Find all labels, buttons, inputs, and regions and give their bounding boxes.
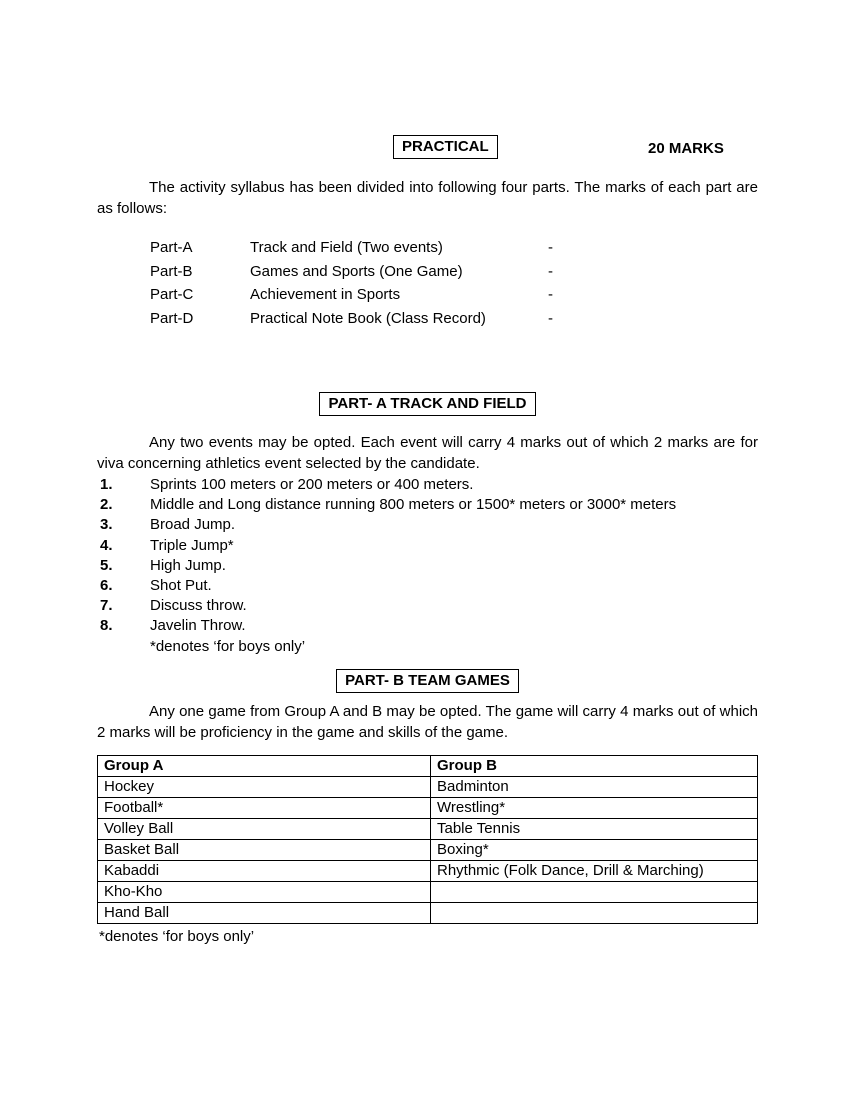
- event-item-4: [97, 536, 758, 556]
- table-row: [98, 818, 758, 839]
- boys-only-note-section-b: *denotes ‘for boys only’: [99, 927, 255, 945]
- event-number: 4.: [100, 536, 113, 554]
- table-row: [98, 902, 758, 923]
- table-cell: Badminton: [431, 776, 758, 797]
- part-row-c: [97, 283, 758, 307]
- section-b-heading: PART- B TEAM GAMES: [336, 669, 519, 693]
- intro-paragraph: The activity syllabus has been divided into following four parts. The marks of each part are as follows:: [97, 179, 758, 217]
- event-item-1: [97, 475, 758, 495]
- part-row-a: [97, 236, 758, 260]
- event-number: 2.: [100, 496, 113, 514]
- table-row: [98, 860, 758, 881]
- event-item-3: [97, 515, 758, 535]
- table-cell: Hand Ball: [98, 902, 431, 923]
- part-row-d: [97, 307, 758, 331]
- parts-list: [97, 236, 758, 330]
- table-row: [98, 839, 758, 860]
- section-b-intro: Any one game from Group A and B may be opted. The game will carry 4 marks out of which 2 marks will be proficiency in the game and skills of the game.: [97, 702, 758, 741]
- table-cell: Kho-Kho: [98, 881, 431, 902]
- event-item-7: [97, 596, 758, 616]
- table-header-group-b: Group B: [431, 755, 758, 776]
- table-cell: Rhythmic (Folk Dance, Drill & Marching): [431, 860, 758, 881]
- event-number: 6.: [100, 577, 113, 595]
- part-label: Part-C: [150, 286, 194, 303]
- event-text: Discuss throw.: [150, 597, 247, 615]
- games-table: [97, 755, 758, 924]
- section-a-intro: Any two events may be opted. Each event will carry 4 marks out of which 2 marks are for viva concerning athletics event selected by the candidate.: [97, 434, 758, 472]
- event-item-5: [97, 556, 758, 576]
- table-row: [98, 776, 758, 797]
- part-label: Part-D: [150, 309, 194, 327]
- event-text: Shot Put.: [150, 577, 212, 595]
- practical-heading: PRACTICAL: [393, 135, 498, 159]
- total-marks-label: 20 MARKS: [648, 140, 724, 157]
- event-text: Javelin Throw.: [150, 617, 246, 635]
- section-a-heading-row: [97, 392, 758, 416]
- table-cell: Wrestling*: [431, 797, 758, 818]
- event-number: 7.: [100, 597, 113, 615]
- event-number: 5.: [100, 556, 113, 574]
- event-item-2: [97, 495, 758, 515]
- table-cell: Basket Ball: [98, 839, 431, 860]
- part-label: Part-A: [150, 239, 193, 256]
- part-row-b: [97, 260, 758, 284]
- section-a-heading: PART- A TRACK AND FIELD: [319, 392, 535, 416]
- part-desc: Achievement in Sports: [250, 286, 401, 303]
- table-cell: Table Tennis: [431, 818, 758, 839]
- part-desc: Practical Note Book (Class Record): [250, 309, 486, 327]
- table-cell: Football*: [98, 797, 431, 818]
- event-number: 1.: [100, 476, 113, 493]
- event-text: High Jump.: [150, 556, 226, 574]
- event-item-8: [97, 616, 758, 636]
- part-dash: -: [548, 262, 553, 280]
- event-item-6: [97, 576, 758, 596]
- part-desc: Games and Sports (One Game): [250, 262, 463, 280]
- part-dash: -: [548, 239, 553, 256]
- events-list: [97, 475, 758, 637]
- section-b-heading-row: [97, 669, 758, 693]
- event-number: 8.: [100, 617, 113, 635]
- boys-only-note-section-a: *denotes ‘for boys only’: [150, 637, 306, 655]
- event-text: Middle and Long distance running 800 meters or 1500* meters or 3000* meters: [150, 496, 677, 514]
- table-cell: [431, 881, 758, 902]
- part-dash: -: [548, 286, 553, 303]
- table-cell: Hockey: [98, 776, 431, 797]
- table-cell: Volley Ball: [98, 818, 431, 839]
- table-cell: [431, 902, 758, 923]
- event-text: Broad Jump.: [150, 516, 236, 534]
- table-cell: Kabaddi: [98, 860, 431, 881]
- table-row: [98, 797, 758, 818]
- part-label: Part-B: [150, 262, 193, 280]
- event-text: Sprints 100 meters or 200 meters or 400 meters.: [150, 476, 474, 493]
- title-row: [97, 135, 758, 161]
- table-header-group-a: Group A: [98, 755, 431, 776]
- table-header-row: [98, 755, 758, 776]
- table-cell: Boxing*: [431, 839, 758, 860]
- event-number: 3.: [100, 516, 113, 534]
- table-row: [98, 881, 758, 902]
- part-desc: Track and Field (Two events): [250, 239, 443, 256]
- event-text: Triple Jump*: [150, 536, 234, 554]
- part-dash: -: [548, 309, 553, 327]
